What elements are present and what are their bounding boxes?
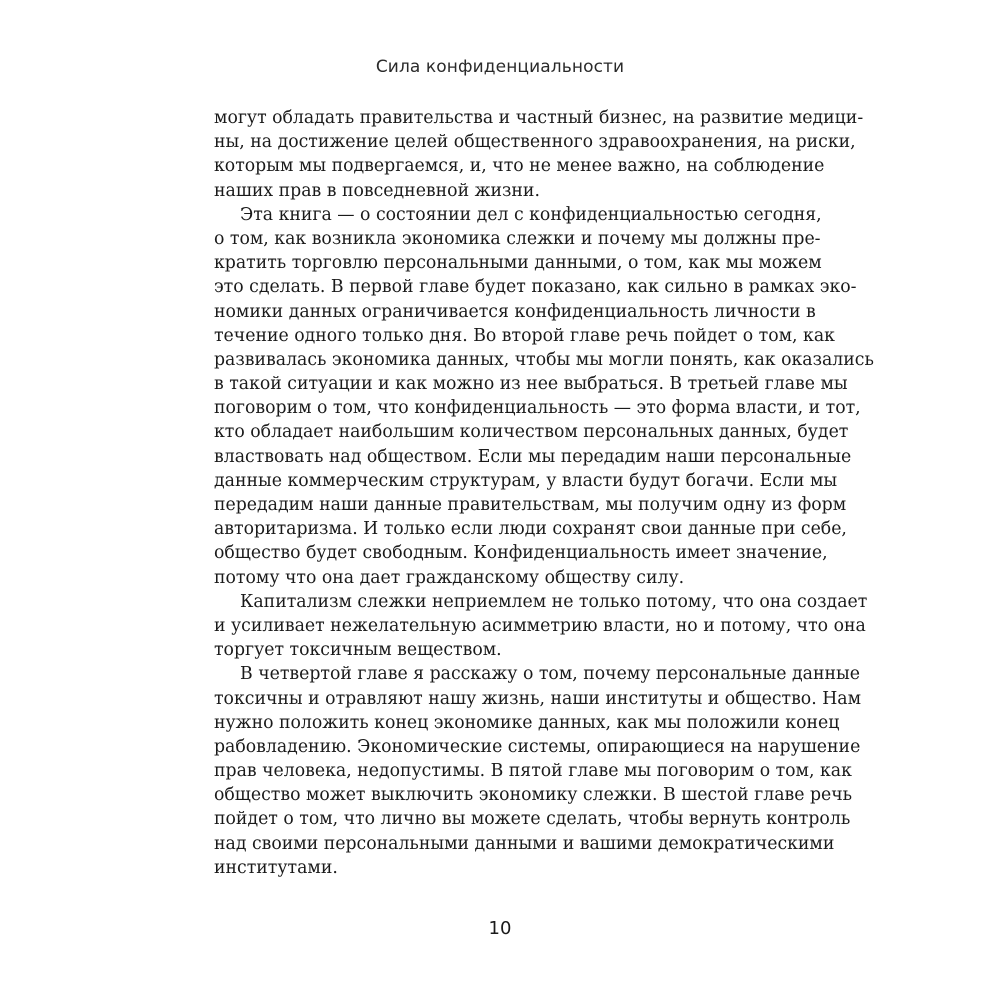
text-line: поговорим о том, что конфиденциальность — это форма власти, и тот, (214, 398, 861, 419)
text-line: токсичны и отравляют нашу жизнь, наши институты и общество. Нам (214, 688, 862, 709)
text-line: институтами. (214, 857, 338, 878)
text-line: течение одного только дня. Во второй главе речь пойдет о том, как (214, 325, 835, 346)
text-line: властвовать над обществом. Если мы передадим наши персональные (214, 446, 852, 467)
text-line: авторитаризма. И только если люди сохранят свои данные при себе, (214, 519, 847, 540)
text-line: нужно положить конец экономике данных, как мы положили конец (214, 712, 840, 733)
text-line: кто обладает наибольшим количеством персональных данных, будет (214, 422, 849, 443)
text-line: В четвертой главе я расскажу о том, почему персональные данные (240, 664, 860, 685)
text-line: номики данных ограничивается конфиденциальность личности в (214, 301, 816, 322)
text-line: над своими персональными данными и вашими демократическими (214, 833, 835, 854)
text-line: это сделать. В первой главе будет показано, как сильно в рамках эко- (214, 277, 857, 298)
text-line: кратить торговлю персональными данными, о том, как мы можем (214, 253, 822, 274)
text-line: Капитализм слежки неприемлем не только потому, что она создает (240, 591, 868, 612)
paragraph-4 (214, 662, 862, 880)
text-line: ны, на достижение целей общественного здравоохранения, на риски, (214, 132, 856, 153)
text-line: общество будет свободным. Конфиденциальность имеет значение, (214, 543, 828, 564)
text-line: наших прав в повседневной жизни. (214, 180, 540, 201)
text-line: потому что она дает гражданскому обществу силу. (214, 567, 685, 588)
text-line: о том, как возникла экономика слежки и почему мы должны пре- (214, 228, 821, 249)
text-line: Эта книга — о состоянии дел с конфиденциальностью сегодня, (240, 204, 822, 225)
text-line: торгует токсичным веществом. (214, 640, 502, 661)
page-number: 10 (488, 918, 512, 939)
text-line: могут обладать правительства и частный бизнес, на развитие медици- (214, 108, 864, 128)
text-line: пойдет о том, что лично вы можете сделать, чтобы вернуть контроль (214, 809, 851, 830)
text-line: рабовладению. Экономические системы, опирающиеся на нарушение (214, 736, 861, 757)
text-line: и усиливает нежелательную асимметрию власти, но и потому, что она (214, 615, 866, 636)
paragraph-1 (214, 106, 864, 203)
text-line: прав человека, недопустимы. В пятой главе мы поговорим о том, как (214, 761, 852, 782)
paragraph-2 (214, 203, 874, 590)
text-line: в такой ситуации и как можно из нее выбраться. В третьей главе мы (214, 374, 848, 395)
text-line: данные коммерческим структурам, у власти будут богачи. Если мы (214, 470, 838, 491)
text-line: передадим наши данные правительствам, мы получим одну из форм (214, 495, 847, 515)
text-line: которым мы подвергаемся, и, что не менее важно, на соблюдение (214, 156, 825, 177)
body-text (214, 106, 874, 880)
text-line: общество может выключить экономику слежки. В шестой главе речь (214, 785, 853, 806)
paragraph-3 (214, 590, 868, 663)
text-line: развивалась экономика данных, чтобы мы могли понять, как оказались (214, 349, 874, 370)
running-header-title: Сила конфиденциальности (375, 57, 625, 77)
